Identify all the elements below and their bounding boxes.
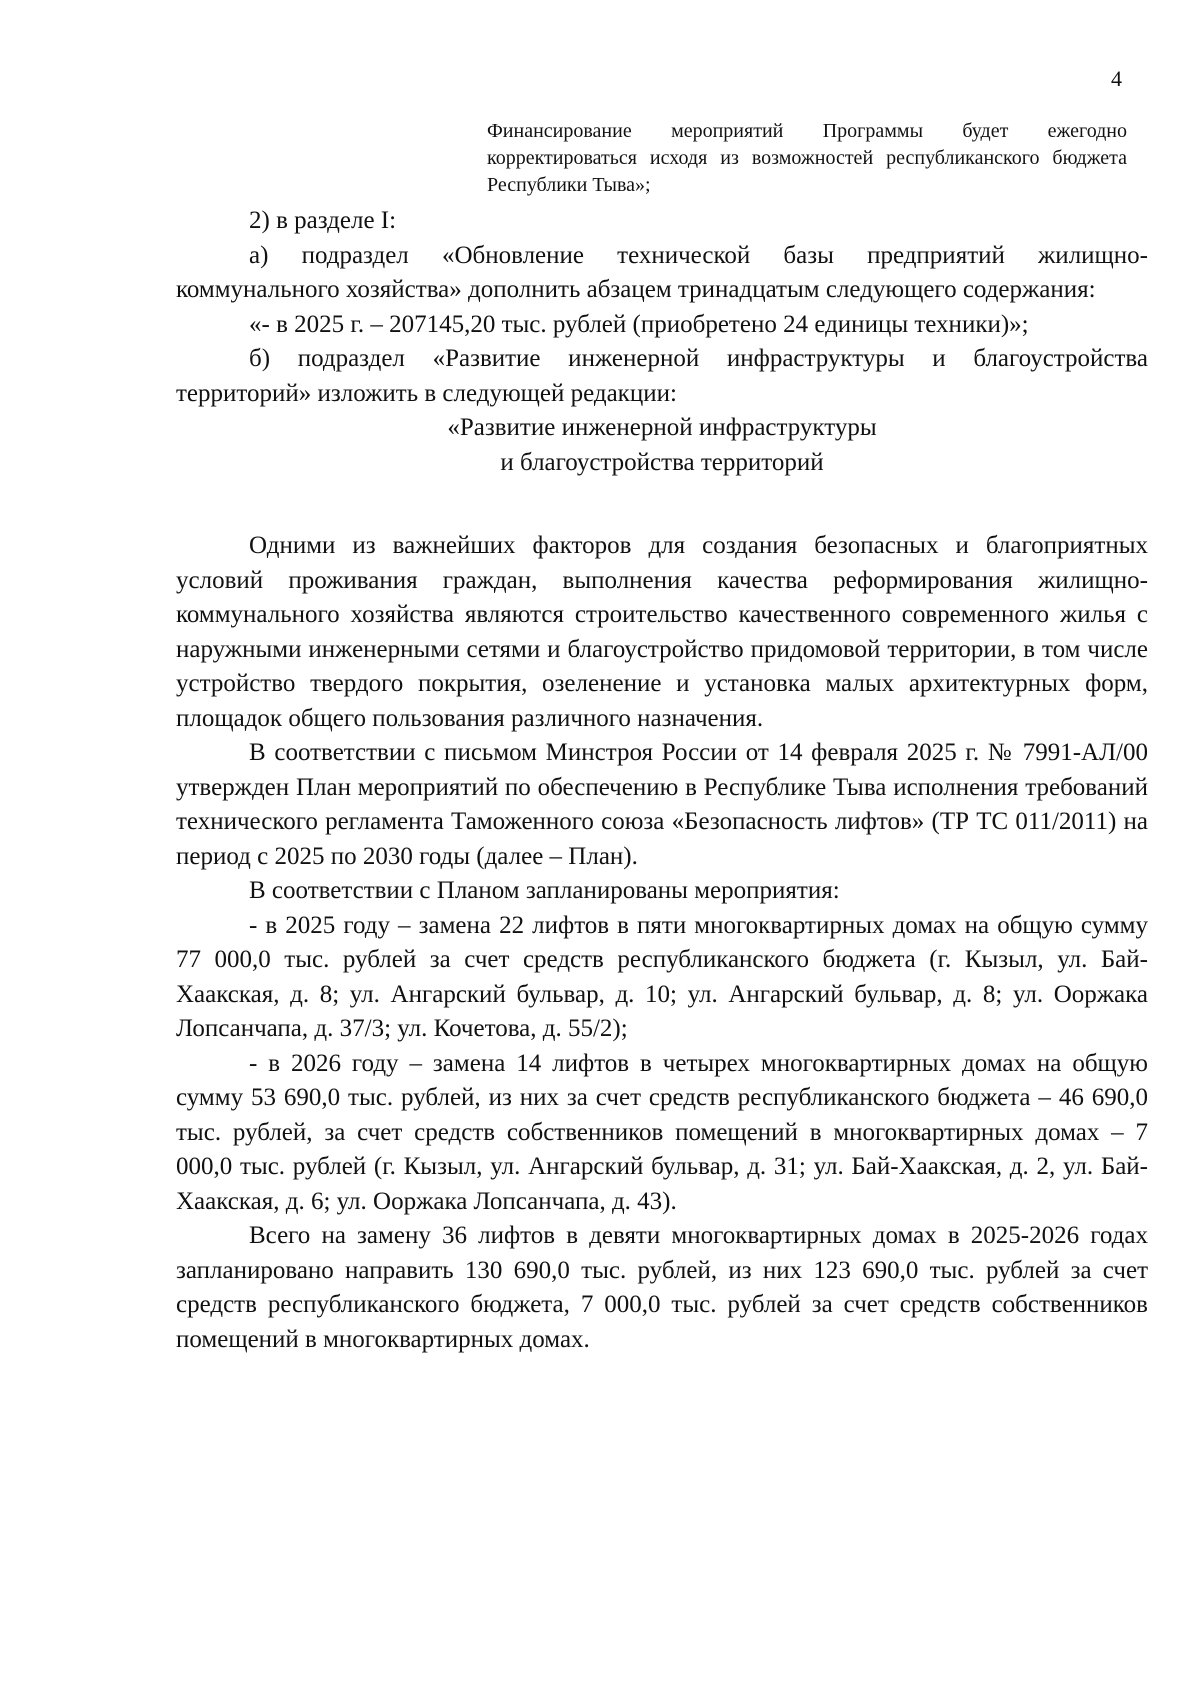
section-heading-line-1: «Развитие инженерной инфраструктуры bbox=[447, 414, 877, 441]
paragraph-2026-elevators: - в 2026 году – замена 14 лифтов в четырех многоквартирных домах на общую сумму 53 690,0 тыс. рублей, из них за счет средств республиканского бюджета – 46 690,0 тыс. рублей, за счет средств собственников помещений в многоквартирных домах – 7 000,0 тыс. рублей (г. Кызыл, ул. Ангарский бульвар, д. 31; ул. Бай-Хаакская, д. 2, ул. Бай-Хаакская, д. 6; ул. Ооржака Лопсанчапа, д. 43). bbox=[176, 1049, 1148, 1215]
paragraph-subsection-b: б) подраздел «Развитие инженерной инфраструктуры и благоустройства территорий» изложить в следующей редакции: bbox=[176, 345, 1148, 407]
page-number: 4 bbox=[1111, 66, 1122, 91]
document-body bbox=[176, 204, 1148, 1357]
paragraph-subsection-a: а) подраздел «Обновление технической базы предприятий жилищно-коммунального хозяйства» дополнить абзацем тринадцатым следующего содержания: bbox=[176, 241, 1148, 303]
paragraph-factors: Одними из важнейших факторов для создания безопасных и благоприятных условий проживания граждан, выполнения качества реформирования жилищно-коммунального хозяйства являются строительство качественного современного жилья с наружными инженерными сетями и благоустройство придомовой территории, в том числе устройство твердого покрытия, озеленение и установка малых архитектурных форм, площадок общего пользования различного назначения. bbox=[176, 532, 1148, 732]
paragraph-minstroy-letter: В соответствии с письмом Минстроя России от 14 февраля 2025 г. № 7991-АЛ/00 утвержден План мероприятий по обеспечению в Республике Тыва исполнения требований технического регламента Таможенного союза «Безопасность лифтов» (ТР ТС 011/2011) на период с 2025 по 2030 годы (далее – План). bbox=[176, 739, 1148, 870]
section-heading-line-2: и благоустройства территорий bbox=[500, 448, 824, 476]
paragraph-plan-intro: В соответствии с Планом запланированы мероприятия: bbox=[249, 877, 840, 904]
paragraph-section-1: 2) в разделе I: bbox=[249, 207, 397, 234]
paragraph-2025-elevators: - в 2025 году – замена 22 лифтов в пяти многоквартирных домах на общую сумму 77 000,0 тыс. рублей за счет средств республиканского бюджета (г. Кызыл, ул. Бай-Хаакская, д. 8; ул. Ангарский бульвар, д. 10; ул. Ангарский бульвар, д. 8; ул. Ооржака Лопсанчапа, д. 37/3; ул. Кочетова, д. 55/2); bbox=[176, 911, 1148, 1042]
paragraph-2025-equipment: «- в 2025 г. – 207145,20 тыс. рублей (приобретено 24 единицы техники)»; bbox=[249, 310, 1029, 338]
paragraph-total: Всего на замену 36 лифтов в девяти многоквартирных домах в 2025-2026 годах запланировано направить 130 690,0 тыс. рублей, из них 123 690,0 тыс. рублей за счет средств республиканского бюджета, 7 000,0 тыс. рублей за счет средств собственников помещений в многоквартирных домах. bbox=[176, 1222, 1148, 1353]
spacer bbox=[176, 480, 1148, 529]
program-funding-note: Финансирование мероприятий Программы будет ежегодно корректироваться исходя из возможностей республиканского бюджета Республики Тыва»; bbox=[487, 120, 1127, 196]
